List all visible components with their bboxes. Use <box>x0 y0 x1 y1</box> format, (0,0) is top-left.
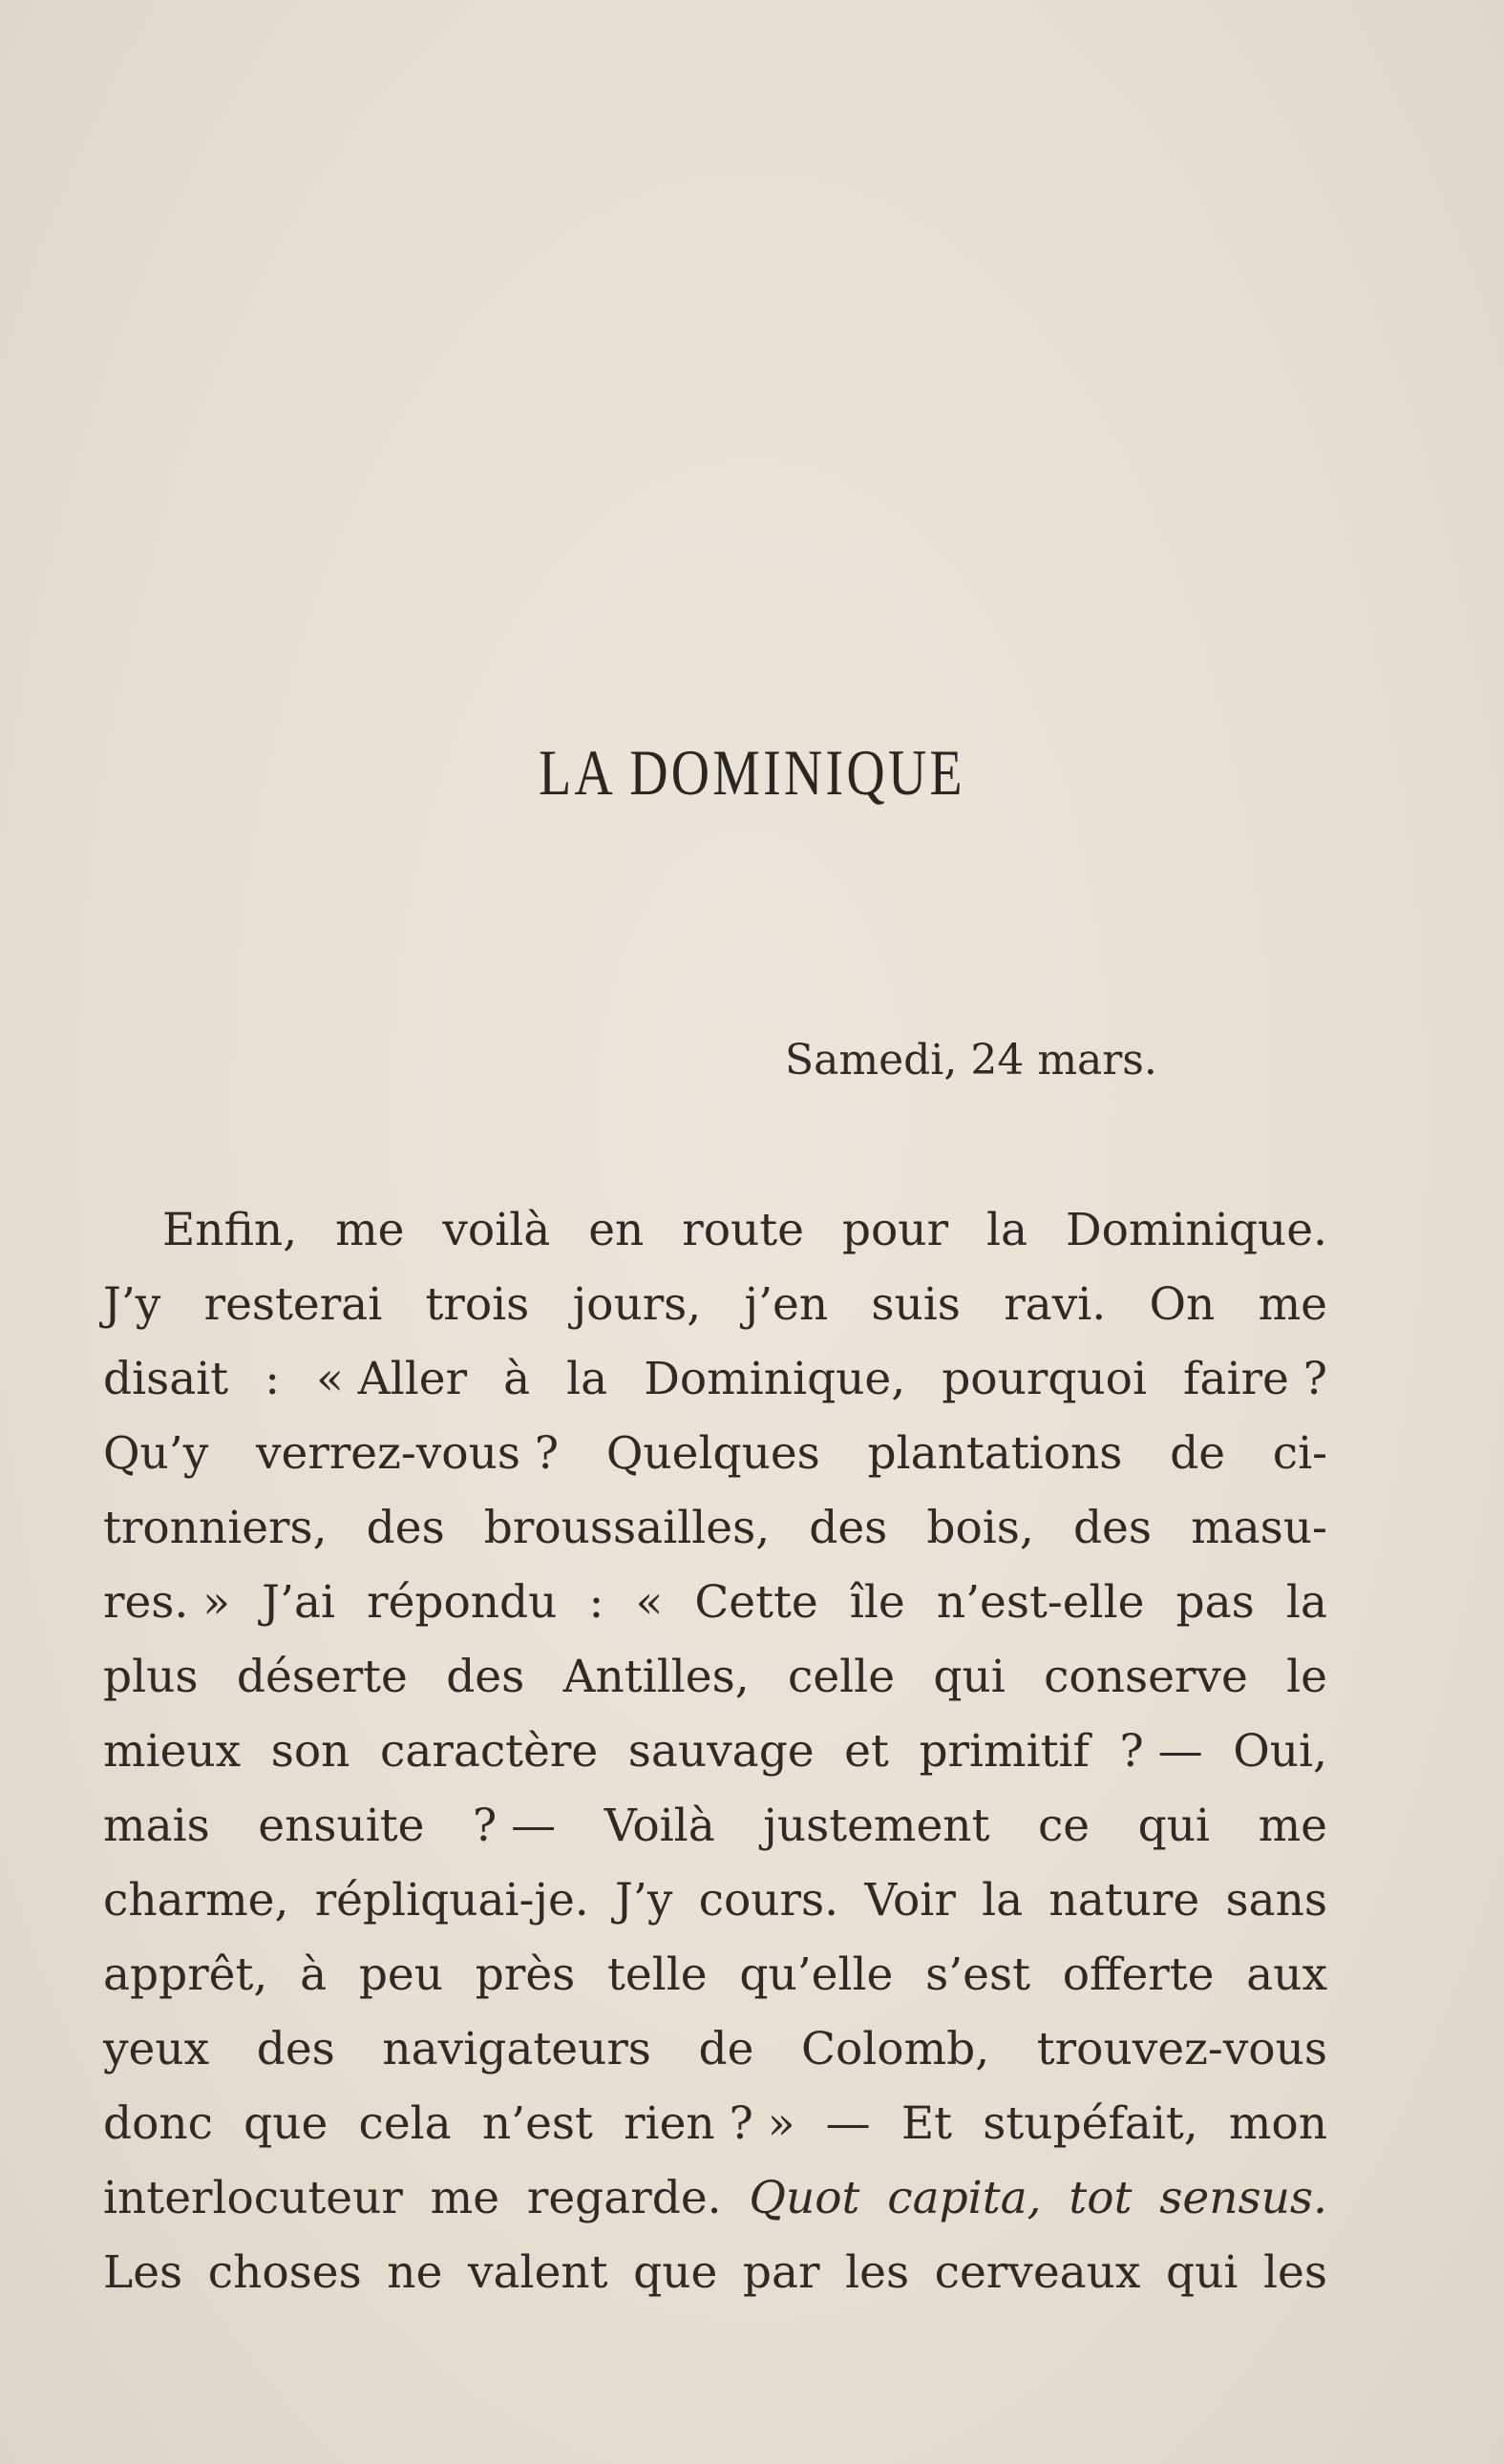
word: près <box>475 1948 576 2001</box>
word: sensus. <box>1159 2172 1327 2224</box>
word: me <box>1258 1278 1327 1331</box>
word: les <box>1263 2246 1327 2299</box>
word: ravi. <box>1004 1278 1107 1331</box>
word: la <box>1285 1576 1327 1629</box>
word: primitif <box>919 1725 1090 1778</box>
word: Voir <box>864 1874 956 1927</box>
word: nature <box>1049 1874 1200 1927</box>
word: Colomb, <box>801 2023 990 2075</box>
chapter-title: LA DOMINIQUE <box>539 736 965 809</box>
word: ensuite <box>258 1800 425 1852</box>
word: qu’elle <box>739 1948 894 2001</box>
word: mieux <box>103 1725 242 1778</box>
word: le <box>1286 1651 1327 1703</box>
word: qui <box>1137 1800 1211 1852</box>
word: qui <box>1166 2246 1239 2299</box>
text-line <box>103 1268 1327 1342</box>
body-paragraph <box>103 1193 1327 2310</box>
word: sans <box>1225 1874 1327 1927</box>
word: yeux <box>103 2023 210 2075</box>
word: telle <box>607 1948 708 2001</box>
word: me <box>430 2172 500 2224</box>
word: donc <box>103 2097 213 2150</box>
word: Dominique. <box>1065 1204 1327 1256</box>
word: trouvez-vous <box>1036 2023 1327 2075</box>
word: masu- <box>1191 1502 1327 1554</box>
word: Quot <box>749 2172 860 2224</box>
word: tot <box>1069 2172 1133 2224</box>
word: déserte <box>236 1651 408 1703</box>
word: Antilles, <box>562 1651 750 1703</box>
word: par <box>742 2246 820 2299</box>
word: et <box>844 1725 889 1778</box>
word: charme, <box>103 1874 289 1927</box>
word: disait <box>103 1353 229 1405</box>
word: « Aller <box>316 1353 468 1405</box>
word: capita, <box>887 2172 1042 2224</box>
word: île <box>849 1576 905 1629</box>
word: de <box>698 2023 754 2075</box>
text-line <box>103 1417 1327 1491</box>
word: la <box>982 1874 1024 1927</box>
word: Dominique, <box>644 1353 906 1405</box>
word: cerveaux <box>934 2246 1141 2299</box>
text-line <box>103 1566 1327 1640</box>
word: trois <box>425 1278 530 1331</box>
word: des <box>1072 1502 1152 1554</box>
word: On <box>1149 1278 1216 1331</box>
word: ci- <box>1272 1427 1327 1480</box>
word: à <box>503 1353 531 1405</box>
word: n’est-elle <box>936 1576 1145 1629</box>
text-line <box>103 2012 1327 2087</box>
word: Et <box>900 2097 953 2150</box>
word: ce <box>1037 1800 1091 1852</box>
word: — <box>825 2097 871 2150</box>
word: Cette <box>694 1576 818 1629</box>
word: ? — <box>1119 1725 1203 1778</box>
text-line <box>103 1789 1327 1864</box>
word: pourquoi <box>942 1353 1148 1405</box>
word: me <box>335 1204 405 1256</box>
word: mon <box>1228 2097 1327 2150</box>
word: J’ai <box>262 1576 335 1629</box>
word: pour <box>841 1204 949 1256</box>
word: Voilà <box>604 1800 715 1852</box>
word: pas <box>1176 1576 1255 1629</box>
word: la <box>566 1353 608 1405</box>
word: celle <box>788 1651 896 1703</box>
word: « <box>635 1576 664 1629</box>
word: res. » <box>103 1576 231 1629</box>
word: Les <box>103 2246 183 2299</box>
word: voilà <box>442 1204 551 1256</box>
text-line <box>103 1938 1327 2012</box>
word: stupéfait, <box>983 2097 1198 2150</box>
text-line <box>103 2236 1327 2310</box>
word: répliquai-je. <box>314 1874 589 1927</box>
word: cours. <box>698 1874 839 1927</box>
text-line <box>103 1715 1327 1789</box>
word: de <box>1170 1427 1226 1480</box>
word: apprêt, <box>103 1948 268 2001</box>
text-line <box>103 1864 1327 1938</box>
word: Qu’y <box>103 1427 209 1480</box>
word: plantations <box>867 1427 1123 1480</box>
word: plus <box>103 1651 199 1703</box>
word: que <box>244 2097 328 2150</box>
word: j’en <box>744 1278 829 1331</box>
word: resterai <box>203 1278 383 1331</box>
word: que <box>633 2246 718 2299</box>
text-line <box>103 1342 1327 1417</box>
word: n’est <box>481 2097 593 2150</box>
word: caractère <box>380 1725 599 1778</box>
word: peu <box>358 1948 444 2001</box>
word: répondu <box>367 1576 558 1629</box>
word: sauvage <box>627 1725 815 1778</box>
word: J’y <box>615 1874 673 1927</box>
word: mais <box>103 1800 210 1852</box>
word: suis <box>871 1278 961 1331</box>
word: choses <box>207 2246 362 2299</box>
word: faire ? <box>1183 1353 1327 1405</box>
word: Oui, <box>1233 1725 1327 1778</box>
text-line <box>103 1491 1327 1566</box>
word: s’est <box>925 1948 1030 2001</box>
word: des <box>809 1502 888 1554</box>
word: bois, <box>926 1502 1034 1554</box>
word: Enfin, <box>162 1204 298 1256</box>
word: offerte <box>1062 1948 1215 2001</box>
word: des <box>366 1502 445 1554</box>
word: cela <box>358 2097 452 2150</box>
word: ? — <box>473 1800 557 1852</box>
word: son <box>270 1725 350 1778</box>
word: verrez-vous ? <box>256 1427 560 1480</box>
word: ne <box>387 2246 443 2299</box>
word: interlocuteur <box>103 2172 403 2224</box>
word: Quelques <box>605 1427 820 1480</box>
word: les <box>845 2246 910 2299</box>
word: : <box>588 1576 604 1629</box>
word: regarde. <box>526 2172 722 2224</box>
word: des <box>446 1651 525 1703</box>
word: des <box>256 2023 335 2075</box>
word: tronniers, <box>103 1502 328 1554</box>
word: à <box>300 1948 328 2001</box>
word: en <box>588 1204 645 1256</box>
text-line <box>103 1193 1327 1268</box>
word: justement <box>763 1800 990 1852</box>
word: broussailles, <box>483 1502 771 1554</box>
word: navigateurs <box>382 2023 651 2075</box>
word: me <box>1258 1800 1327 1852</box>
dateline: Samedi, 24 mars. <box>785 1036 1157 1085</box>
text-line <box>103 2161 1327 2236</box>
text-line <box>103 1640 1327 1715</box>
word: jours, <box>572 1278 702 1331</box>
word: aux <box>1246 1948 1327 2001</box>
word: conserve <box>1044 1651 1248 1703</box>
text-line <box>103 2087 1327 2161</box>
word: : <box>265 1353 281 1405</box>
word: la <box>985 1204 1028 1256</box>
word: route <box>682 1204 804 1256</box>
word: qui <box>933 1651 1006 1703</box>
word: rien ? » <box>624 2097 795 2150</box>
word: J’y <box>103 1278 161 1331</box>
word: valent <box>467 2246 608 2299</box>
